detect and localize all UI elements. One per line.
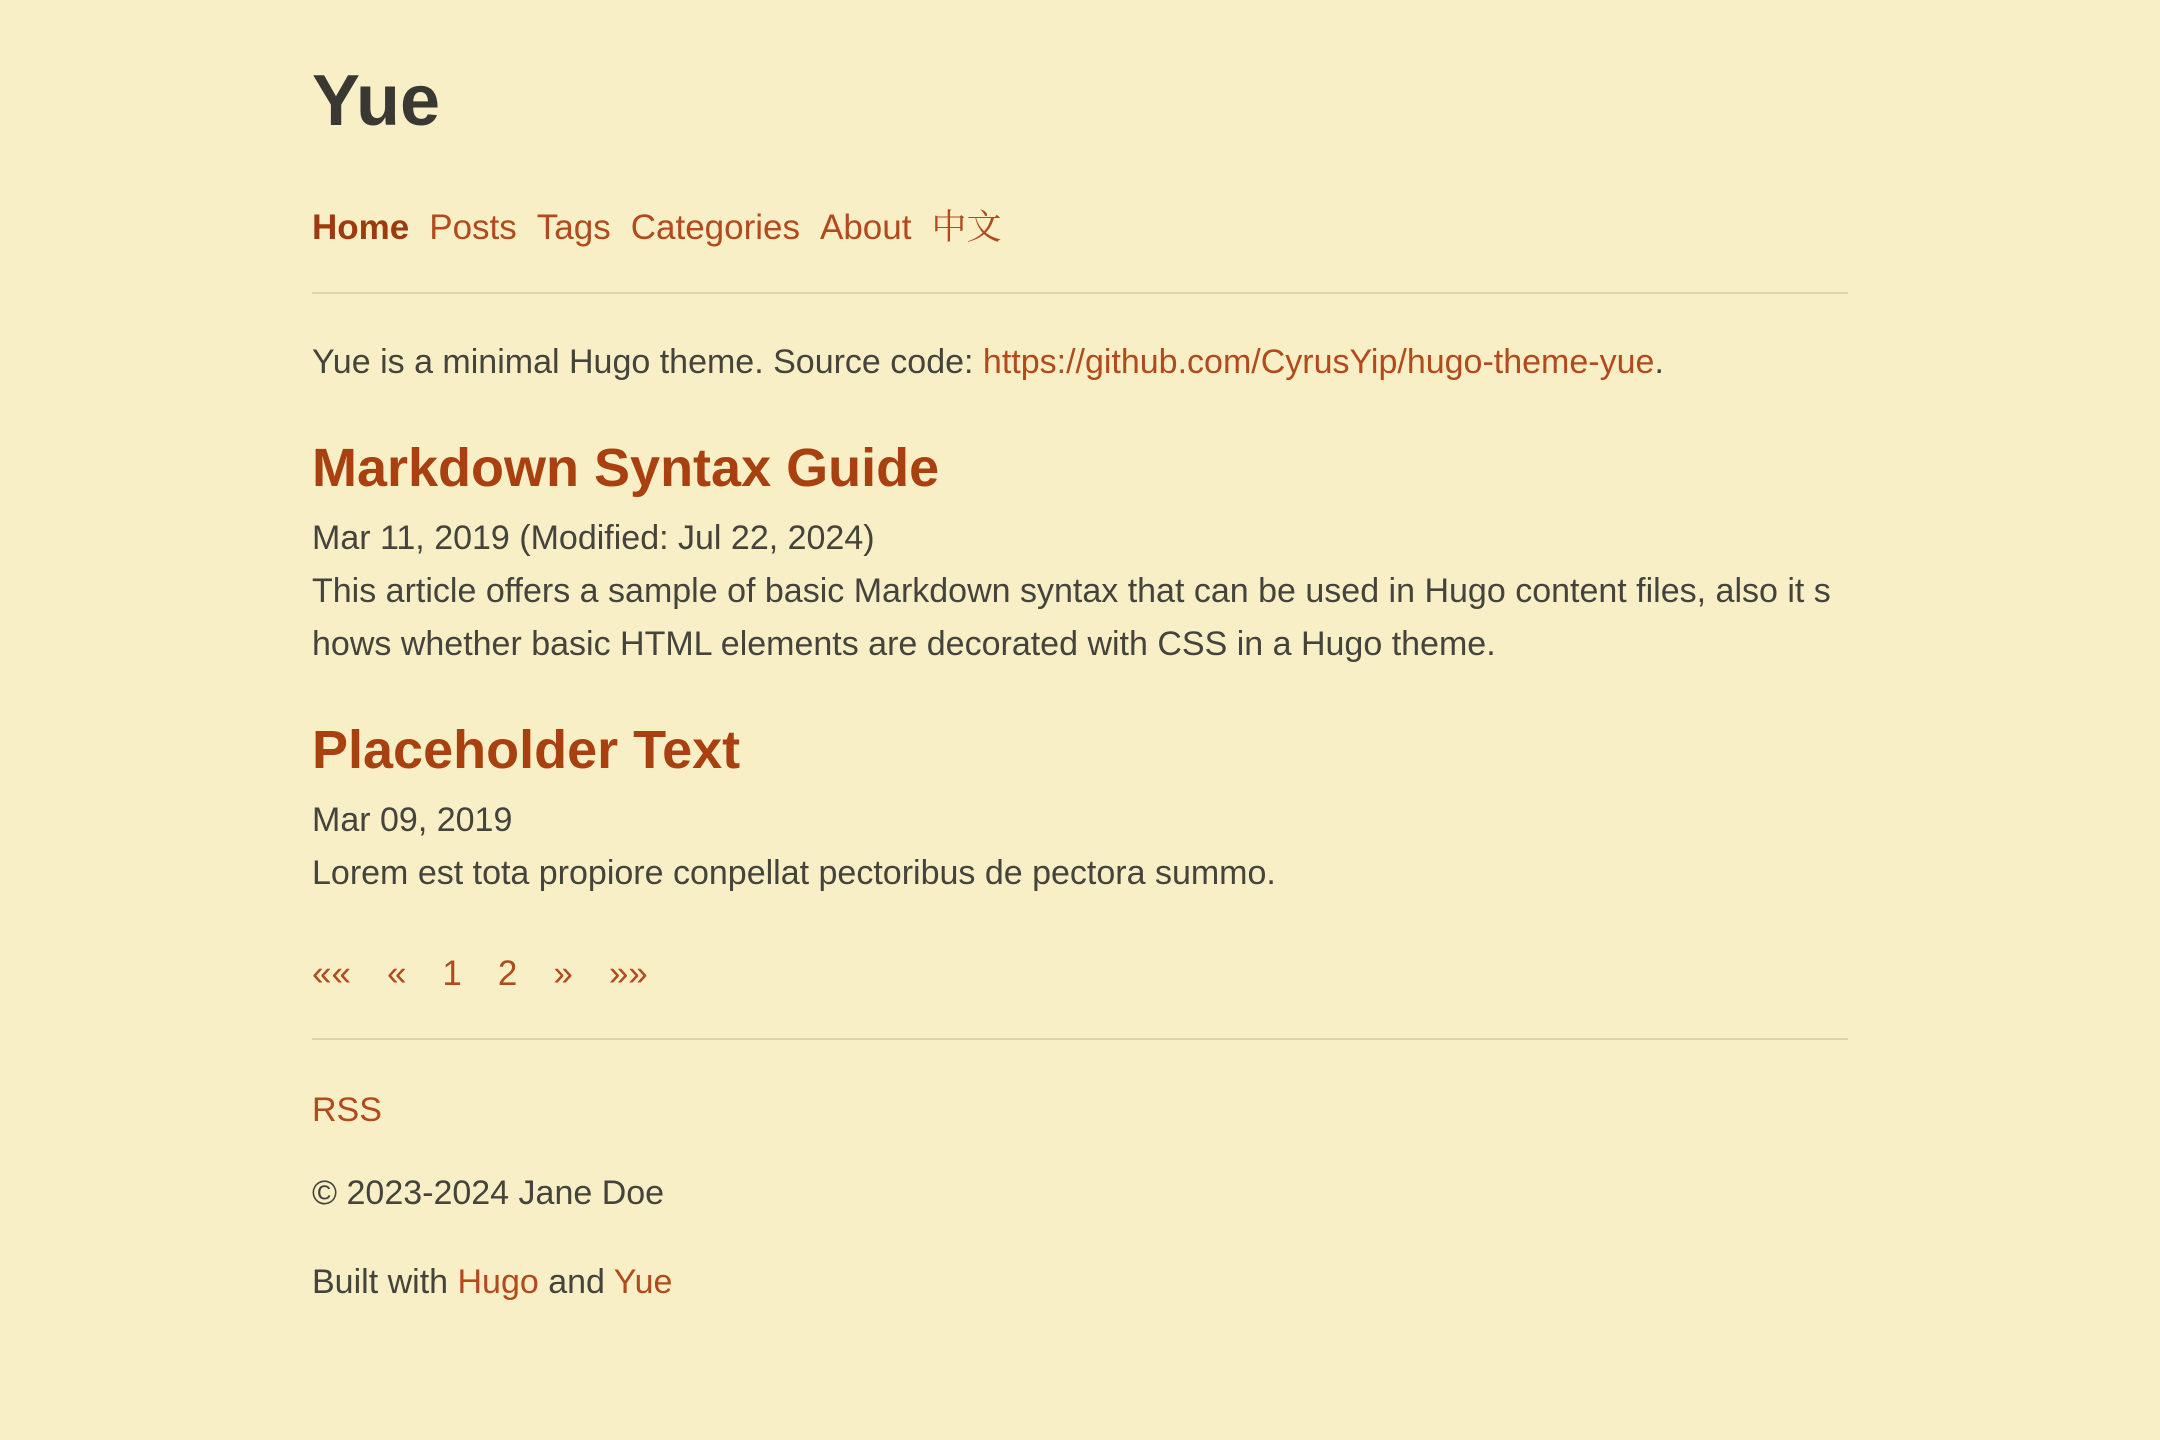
built-with-prefix: Built with — [312, 1263, 458, 1301]
post-title-link-placeholder-text[interactable]: Placeholder Text — [312, 720, 741, 780]
site-title: Yue — [312, 61, 441, 141]
pagination-next[interactable]: » — [553, 954, 573, 993]
site-description-text: Yue is a minimal Hugo theme. Source code: — [312, 343, 983, 381]
nav-item-posts[interactable]: Posts — [429, 208, 517, 247]
pagination-page-1[interactable]: 1 — [442, 954, 462, 993]
rss-link[interactable]: RSS — [312, 1091, 382, 1129]
hugo-link[interactable]: Hugo — [457, 1263, 539, 1301]
post-summary: This article offers a sample of basic Markdown syntax that can be used in Hugo content files, also it shows whether basic HTML elements are decorated with CSS in a Hugo theme. — [312, 572, 1831, 663]
pagination-prev[interactable]: « — [386, 954, 407, 993]
site-description — [312, 336, 1848, 389]
post-date: Mar 11, 2019 (Modified: Jul 22, 2024) — [312, 519, 875, 557]
site-description-period: . — [1654, 343, 1664, 381]
nav-item-tags[interactable]: Tags — [536, 208, 611, 247]
pagination-page-2[interactable]: 2 — [497, 954, 518, 993]
post-item — [312, 433, 1848, 671]
nav-item-chinese[interactable]: 中文 — [931, 208, 1002, 247]
post-list — [312, 433, 1848, 900]
post-item — [312, 715, 1848, 900]
footer-divider — [312, 1038, 1848, 1040]
post-title — [312, 433, 1848, 503]
nav-item-categories[interactable]: Categories — [630, 208, 800, 247]
pagination — [312, 952, 1848, 996]
nav-item-about[interactable]: About — [820, 208, 912, 247]
post-summary: Lorem est tota propiore conpellat pectoribus de pectora summo. — [312, 854, 1276, 892]
pagination-first[interactable]: «« — [312, 954, 351, 993]
post-date: Mar 09, 2019 — [312, 801, 513, 839]
built-with-conjunction: and — [538, 1263, 614, 1301]
main-nav — [312, 206, 1848, 250]
post-title-link-markdown-syntax-guide[interactable]: Markdown Syntax Guide — [312, 438, 940, 498]
page-container — [312, 0, 1848, 1309]
site-header — [312, 56, 1848, 250]
site-footer — [312, 1084, 1848, 1309]
rss-row — [312, 1084, 1848, 1137]
pagination-last[interactable]: »» — [608, 954, 648, 993]
header-divider — [312, 292, 1848, 294]
post-title — [312, 715, 1848, 785]
nav-item-home[interactable]: Home — [312, 208, 410, 247]
yue-link[interactable]: Yue — [613, 1263, 673, 1301]
source-code-link[interactable]: https://github.com/CyrusYip/hugo-theme-yue — [982, 343, 1655, 381]
built-with-row — [312, 1256, 1848, 1309]
copyright-text: © 2023-2024 Jane Doe — [312, 1174, 665, 1212]
